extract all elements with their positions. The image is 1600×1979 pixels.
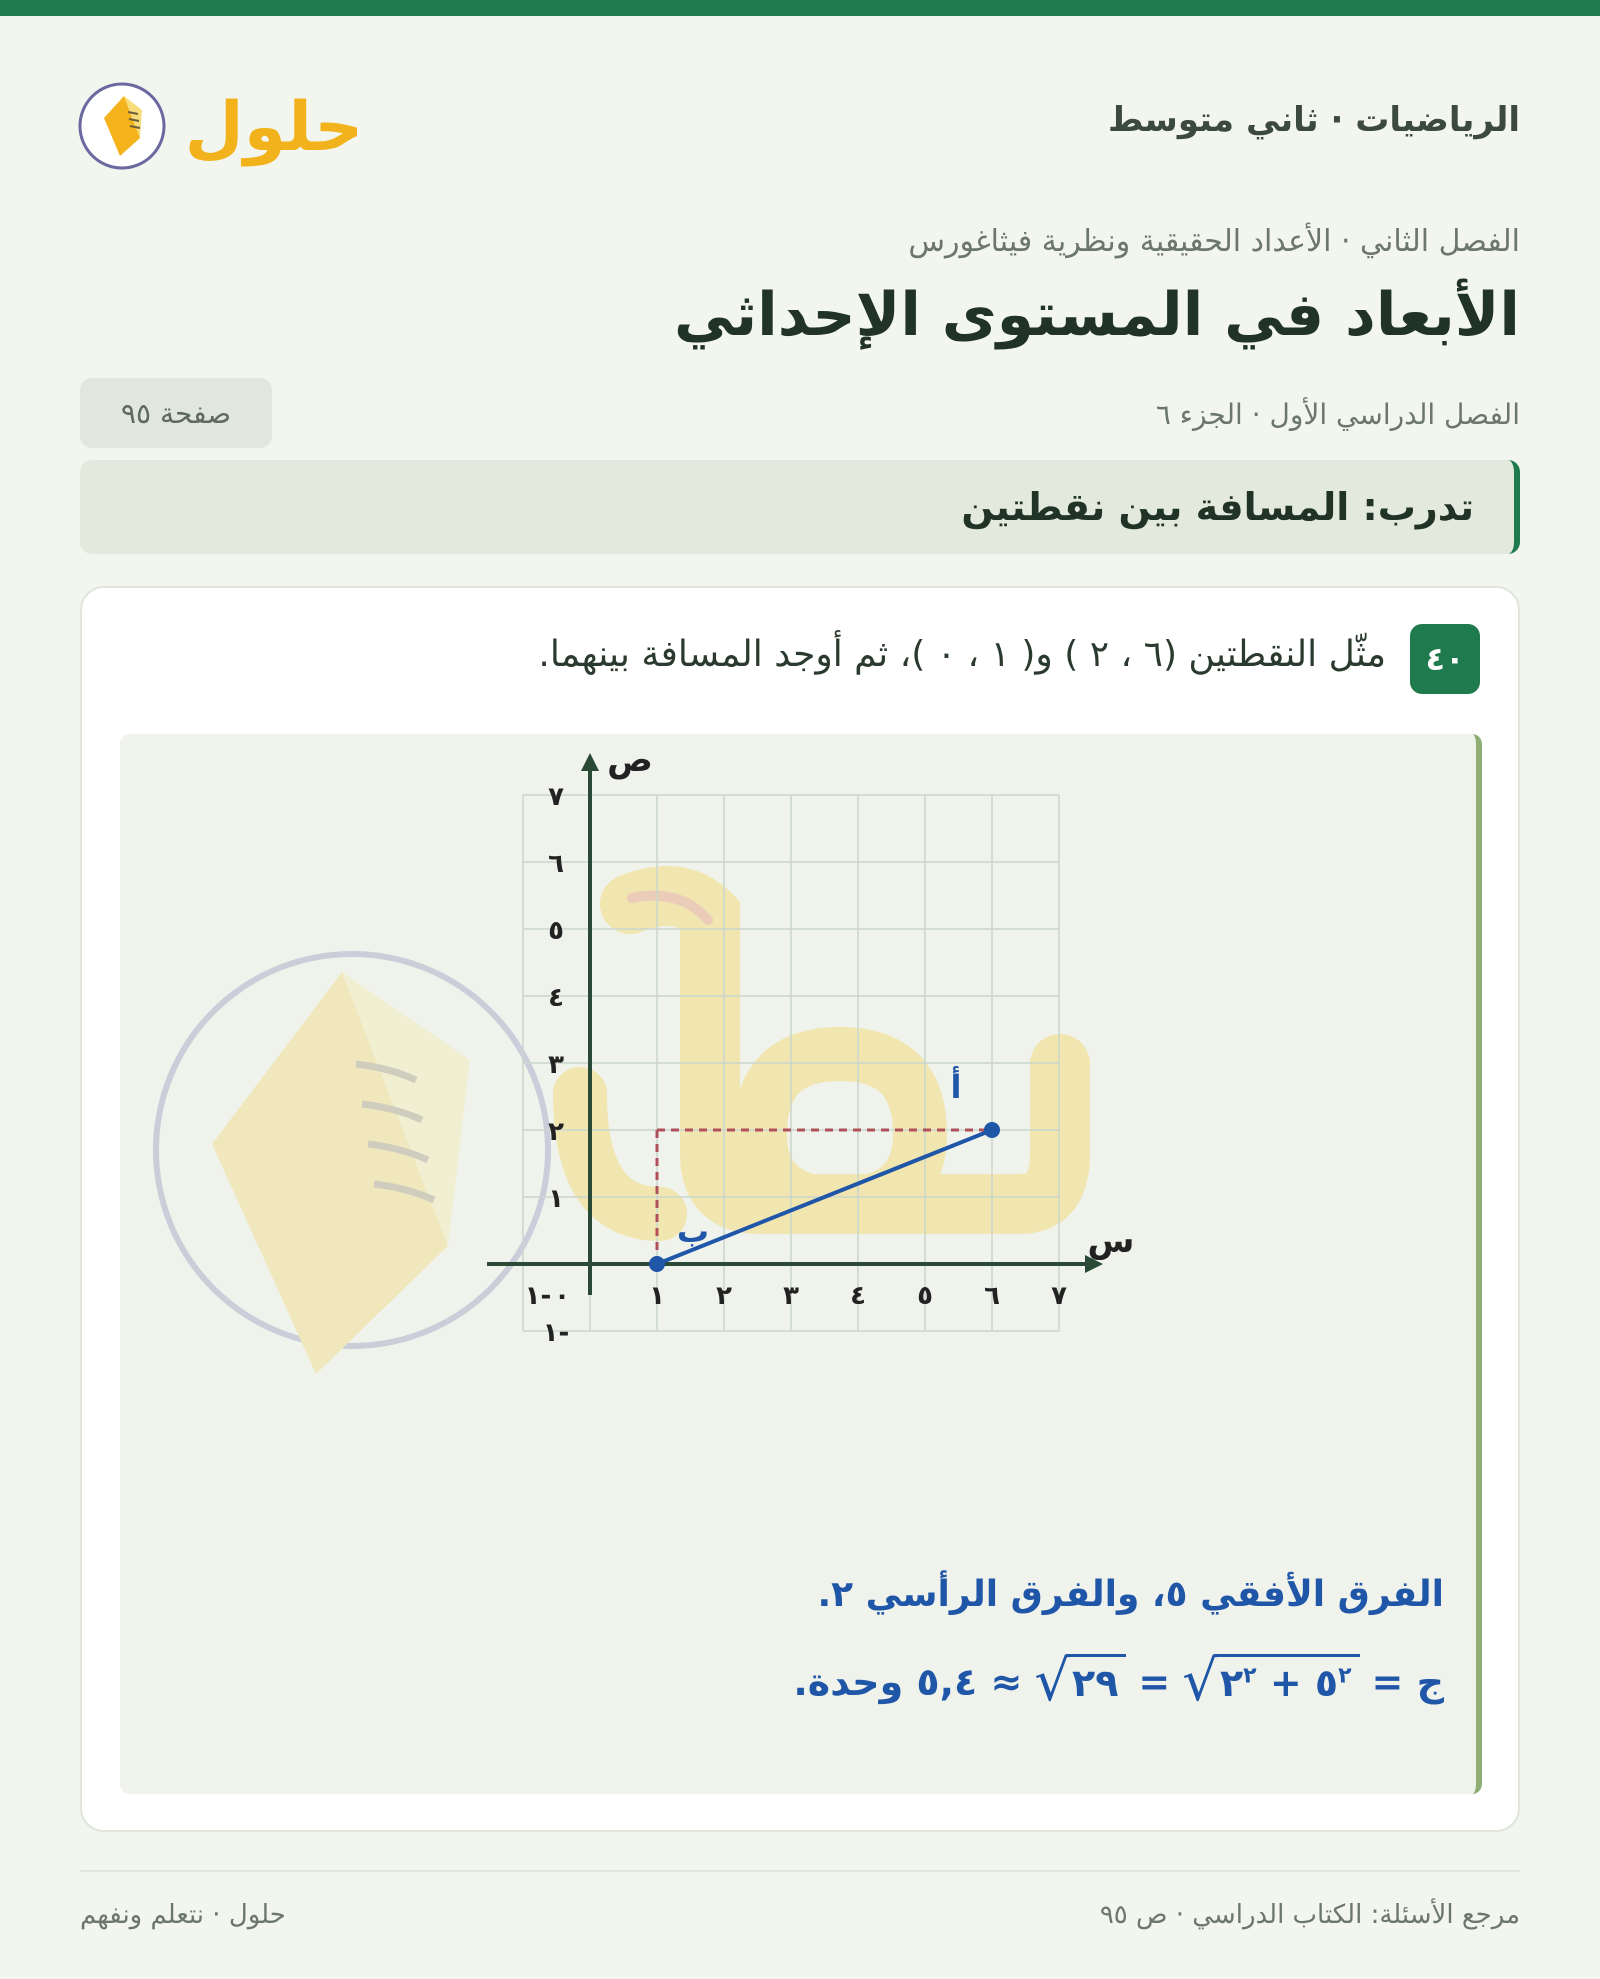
point-a	[984, 1122, 1000, 1138]
svg-text:حلول: حلول	[184, 88, 364, 167]
y-axis-label: ص	[607, 740, 653, 780]
y-tick-label: ٦	[548, 849, 564, 879]
subject-heading: الرياضيات · ثاني متوسط	[1108, 100, 1520, 140]
y-axis-arrow-icon	[581, 753, 599, 771]
x-tick-label: ٥	[917, 1281, 933, 1311]
x-tick-label: ١	[649, 1281, 665, 1311]
plus-sign: +	[1269, 1661, 1302, 1705]
y-tick-label: ٢	[548, 1117, 564, 1147]
x-tick-label: ٢	[716, 1281, 732, 1311]
footer-divider	[80, 1870, 1520, 1872]
x-tick-label: ٤	[850, 1281, 866, 1311]
footer-brand: حلول · نتعلم ونفهم	[80, 1900, 286, 1930]
section-title: تدرب: المسافة بين نقطتين	[961, 485, 1474, 529]
y-tick-label: ١	[548, 1184, 564, 1214]
question-number-badge: ٤٠	[1410, 624, 1480, 694]
x-axis-label: س	[1087, 1221, 1135, 1261]
question-text: مثّل النقطتين (٦ ، ٢ ) و( ١ ، ٠ )، ثم أوجد المسافة بينهما.	[538, 634, 1386, 675]
page-title: الأبعاد في المستوى الإحداثي	[673, 280, 1520, 350]
radicand-result: ٢٩	[1072, 1661, 1119, 1705]
answer-differences: الفرق الأفقي ٥، والفرق الرأسي ٢.	[817, 1574, 1444, 1615]
chapter-breadcrumb: الفصل الثاني · الأعداد الحقيقية ونظرية فيثاغورس	[908, 224, 1520, 259]
sqrt-result	[1034, 1649, 1126, 1714]
radicand-second: ٢	[1219, 1661, 1244, 1705]
answer-equation	[793, 1649, 1444, 1714]
coordinate-plane	[490, 740, 1135, 1364]
y-tick-label: ٧	[548, 782, 564, 812]
section-banner	[80, 460, 1520, 554]
x-tick-label: ٣	[783, 1281, 799, 1311]
hulul-logo[interactable]	[78, 66, 364, 176]
point-b	[649, 1256, 665, 1272]
equals-sign: =	[1138, 1660, 1171, 1704]
exponent-second: ٢	[1243, 1663, 1257, 1689]
exponent-first: ٢	[1338, 1663, 1352, 1689]
top-accent-bar	[0, 0, 1600, 16]
radical-sign-icon: √	[1034, 1649, 1071, 1714]
question-card	[80, 586, 1520, 1832]
term-label: الفصل الدراسي الأول · الجزء ٦	[1155, 398, 1520, 431]
y-tick-label: -١	[542, 1318, 570, 1348]
page-number-badge: صفحة ٩٥	[80, 378, 272, 448]
point-b-label: ب	[676, 1212, 710, 1250]
point-a-label: أ	[950, 1068, 962, 1106]
approximate-distance: ≈ ٥,٤ وحدة.	[793, 1660, 1023, 1704]
footer-reference: مرجع الأسئلة: الكتاب الدراسي · ص ٩٥	[1099, 1900, 1520, 1930]
x-tick-label: ٦	[984, 1281, 1000, 1311]
answer-box	[120, 734, 1482, 1794]
radical-sign-icon: √	[1182, 1649, 1218, 1714]
y-tick-label: ٥	[548, 916, 564, 946]
sqrt-sum-of-squares	[1182, 1649, 1359, 1714]
radicand-first: ٥	[1314, 1661, 1339, 1705]
y-tick-label: ٤	[548, 983, 564, 1013]
x-tick-label: -١	[524, 1281, 552, 1311]
y-tick-label: ٣	[548, 1050, 564, 1080]
x-tick-label: ٠	[554, 1281, 570, 1311]
x-tick-label: ٧	[1051, 1281, 1067, 1311]
equation-lhs: ج =	[1371, 1660, 1444, 1704]
